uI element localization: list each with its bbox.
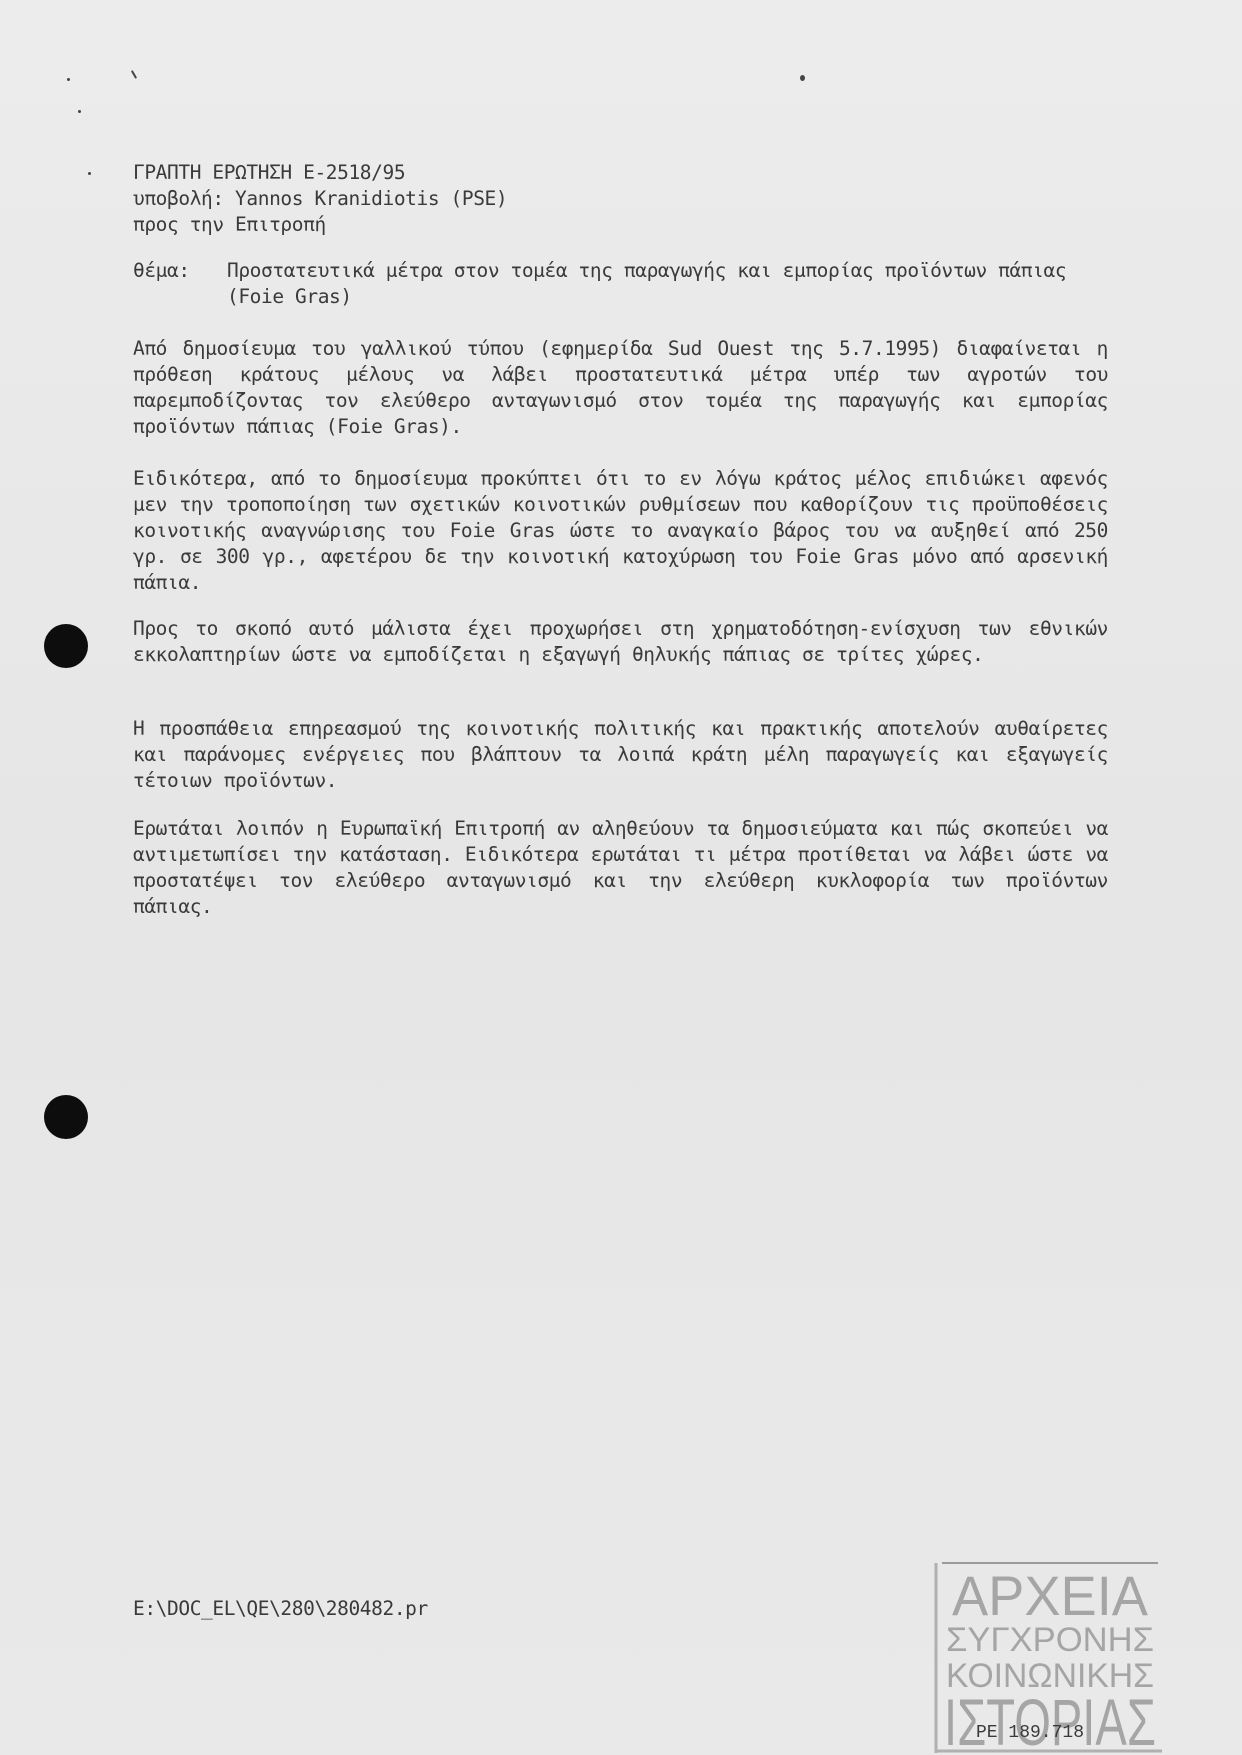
question-recipient: προς την Επιτροπή: [133, 213, 326, 236]
stamp-line-2: ΣΥΓΧΡΟΝΗΣ: [946, 1621, 1154, 1659]
body-paragraph-3: Προς το σκοπό αυτό μάλιστα έχει προχωρήσει στη χρηματοδότηση-ενίσχυση των εθνικών εκκολαπτηρίων ώστε να εμποδίζεται η εξαγωγή θηλυκής πάπιας σε τρίτες χώρες.: [133, 617, 1108, 666]
scan-speck: [88, 172, 91, 175]
subject-line: [133, 258, 1108, 310]
document-reference: PE 189.718: [976, 1723, 1085, 1743]
question-number: ΓΡΑΠΤΗ ΕΡΩΤΗΣΗ Ε-2518/95: [133, 161, 406, 184]
punch-hole-top: [44, 624, 88, 668]
stamp-title: ΑΡΧΕΙΑ: [952, 1564, 1149, 1627]
body-paragraph-5: Ερωτάται λοιπόν η Ευρωπαϊκή Επιτροπή αν αληθεύουν τα δημοσιεύματα και πώς σκοπεύει να αντιμετωπίσει την κατάσταση. Ειδικότερα ερωτάται τι μέτρα προτίθεται να λάβει ώστε να προστατέψει τον ελεύθερο ανταγωνισμό και την ελεύθερη κυκλοφορία των προϊόντων πάπιας.: [133, 817, 1108, 918]
scan-speck: [78, 110, 81, 113]
stamp-line-3: ΚΟΙΝΩΝΙΚΗΣ: [946, 1657, 1154, 1695]
body-paragraph-1: Από δημοσίευμα του γαλλικού τύπου (εφημερίδα Sud Ouest της 5.7.1995) διαφαίνεται η πρόθεση κράτους μέλους να λάβει προστατευτικά μέτρα υπέρ των αγροτών του παρεμποδίζοντας τον ελεύθερο ανταγωνισμό στον τομέα της παραγωγής και εμπορίας προϊόντων πάπιας (Foie Gras).: [133, 337, 1108, 438]
body-paragraph-2: Ειδικότερα, από το δημοσίευμα προκύπτει ότι το εν λόγω κράτος μέλος επιδιώκει αφενός μεν την τροποποίηση των σχετικών κοινοτικών ρυθμίσεων που καθορίζουν τις προϋποθέσεις κοινοτικής αναγνώρισης του Foie Gras ώστε το αναγκαίο βάρος του να αυξηθεί από 250 γρ. σε 300 γρ., αφετέρου δε την κοινοτική κατοχύρωση του Foie Gras μόνο από αρσενική πάπια.: [133, 467, 1108, 594]
stamp-line-4: ΙΣΤΟΡΙΑΣ: [944, 1685, 1156, 1755]
archive-stamp: [934, 1555, 1166, 1755]
subject-label: θέμα:: [133, 259, 190, 282]
question-author: υποβολή: Yannos Kranidiotis (PSE): [133, 187, 508, 210]
scan-speck: [131, 70, 137, 79]
file-path: E:\DOC_EL\QE\280\280482.pr: [133, 1597, 428, 1620]
scan-speck: [67, 78, 70, 81]
body-paragraph-4: Η προσπάθεια επηρεασμού της κοινοτικής πολιτικής και πρακτικής αποτελούν αυθαίρετες και παράνομες ενέργειες που βλάπτουν τα λοιπά κράτη μέλη παραγωγείς και εξαγωγείς τέτοιων προϊόντων.: [133, 717, 1108, 792]
subject-text: Προστατευτικά μέτρα στον τομέα της παραγωγής και εμπορίας προϊόντων πάπιας (Foie Gras): [227, 259, 1067, 308]
punch-hole-bottom: [44, 1095, 88, 1139]
question-header: [133, 160, 507, 238]
scan-speck: [800, 75, 805, 81]
